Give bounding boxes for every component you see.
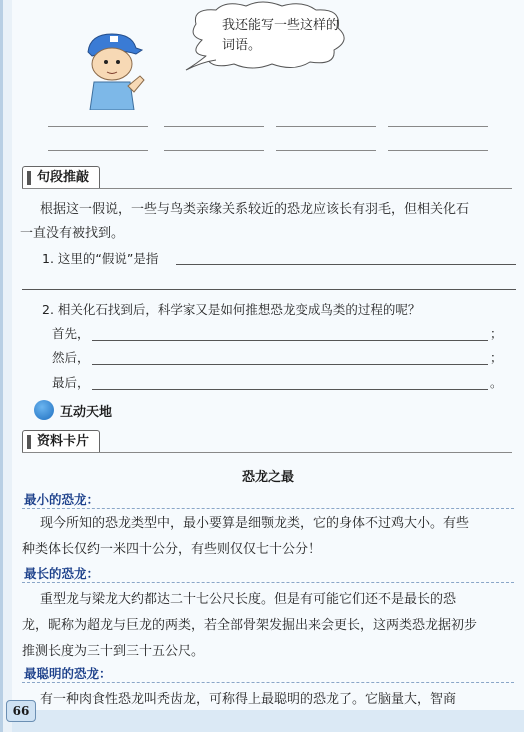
subheading-rule — [22, 508, 514, 510]
page-margin-band — [0, 0, 12, 732]
subheading-rule — [22, 682, 514, 684]
word-blank[interactable] — [48, 150, 148, 151]
page-footer-band — [12, 710, 524, 732]
step-label-then: 然后， — [52, 350, 90, 365]
semicolon: ； — [490, 326, 503, 341]
subheading-longest: 最长的恐龙： — [24, 566, 100, 581]
article-title: 恐龙之最 — [241, 470, 294, 485]
word-blank[interactable] — [276, 126, 376, 127]
word-blank[interactable] — [164, 126, 264, 127]
article-line: 龙，昵称为超龙与巨龙的两类，若全部骨架发掘出来会更长，这两类恐龙据初步 — [22, 618, 478, 633]
step-label-last: 最后， — [52, 375, 90, 390]
subheading-smartest: 最聪明的恐龙： — [24, 666, 112, 681]
semicolon: ； — [490, 350, 503, 365]
step-label-first: 首先， — [52, 326, 90, 341]
article-line: 种类体长仅约一米四十公分，有些则仅仅七十公分！ — [22, 542, 322, 557]
answer-line-then[interactable] — [92, 364, 488, 365]
section-title-sentence-analysis: 句段推敲 — [22, 166, 100, 189]
word-blank[interactable] — [164, 150, 264, 151]
speech-bubble-text: 我还能写一些这样的词语。 — [222, 18, 340, 53]
answer-line-first[interactable] — [92, 340, 488, 341]
article-line: 重型龙与梁龙大约都达二十七公尺长度。但是有可能它们还不是最长的恐 — [40, 592, 457, 607]
section-divider — [22, 452, 512, 453]
word-blank[interactable] — [276, 150, 376, 151]
section-divider — [22, 188, 512, 189]
subheading-smallest: 最小的恐龙： — [24, 492, 100, 507]
period: 。 — [490, 375, 503, 390]
workbook-page — [12, 0, 524, 732]
answer-line-q1[interactable] — [176, 264, 516, 265]
question-2: 2. 相关化石找到后，科学家又是如何推想恐龙变成鸟类的过程的呢？ — [42, 302, 421, 317]
word-blank[interactable] — [48, 126, 148, 127]
word-blank[interactable] — [388, 126, 488, 127]
word-blank[interactable] — [388, 150, 488, 151]
passage-line: 一直没有被找到。 — [20, 226, 125, 241]
passage-line: 根据这一假说，一些与鸟类亲缘关系较近的恐龙应该长有羽毛，但相关化石 — [40, 202, 470, 217]
article-line: 现今所知的恐龙类型中，最小要算是细颚龙类，它的身体不过鸡大小。有些 — [40, 516, 470, 531]
answer-line-q1-cont[interactable] — [22, 289, 516, 290]
question-1: 1. 这里的“假说”是指 — [42, 251, 159, 266]
smiley-icon — [34, 400, 54, 420]
section-title-info-card: 资料卡片 — [22, 430, 100, 453]
page-number: 66 — [6, 700, 36, 722]
answer-line-last[interactable] — [92, 389, 488, 390]
subheading-rule — [22, 582, 514, 584]
interactive-heading: 互动天地 — [60, 405, 113, 420]
article-line: 推测长度为三十到三十五公尺。 — [22, 644, 205, 659]
boy-illustration — [80, 30, 150, 110]
article-line: 有一种肉食性恐龙叫秃齿龙，可称得上最聪明的恐龙了。它脑量大，智商 — [40, 692, 457, 707]
